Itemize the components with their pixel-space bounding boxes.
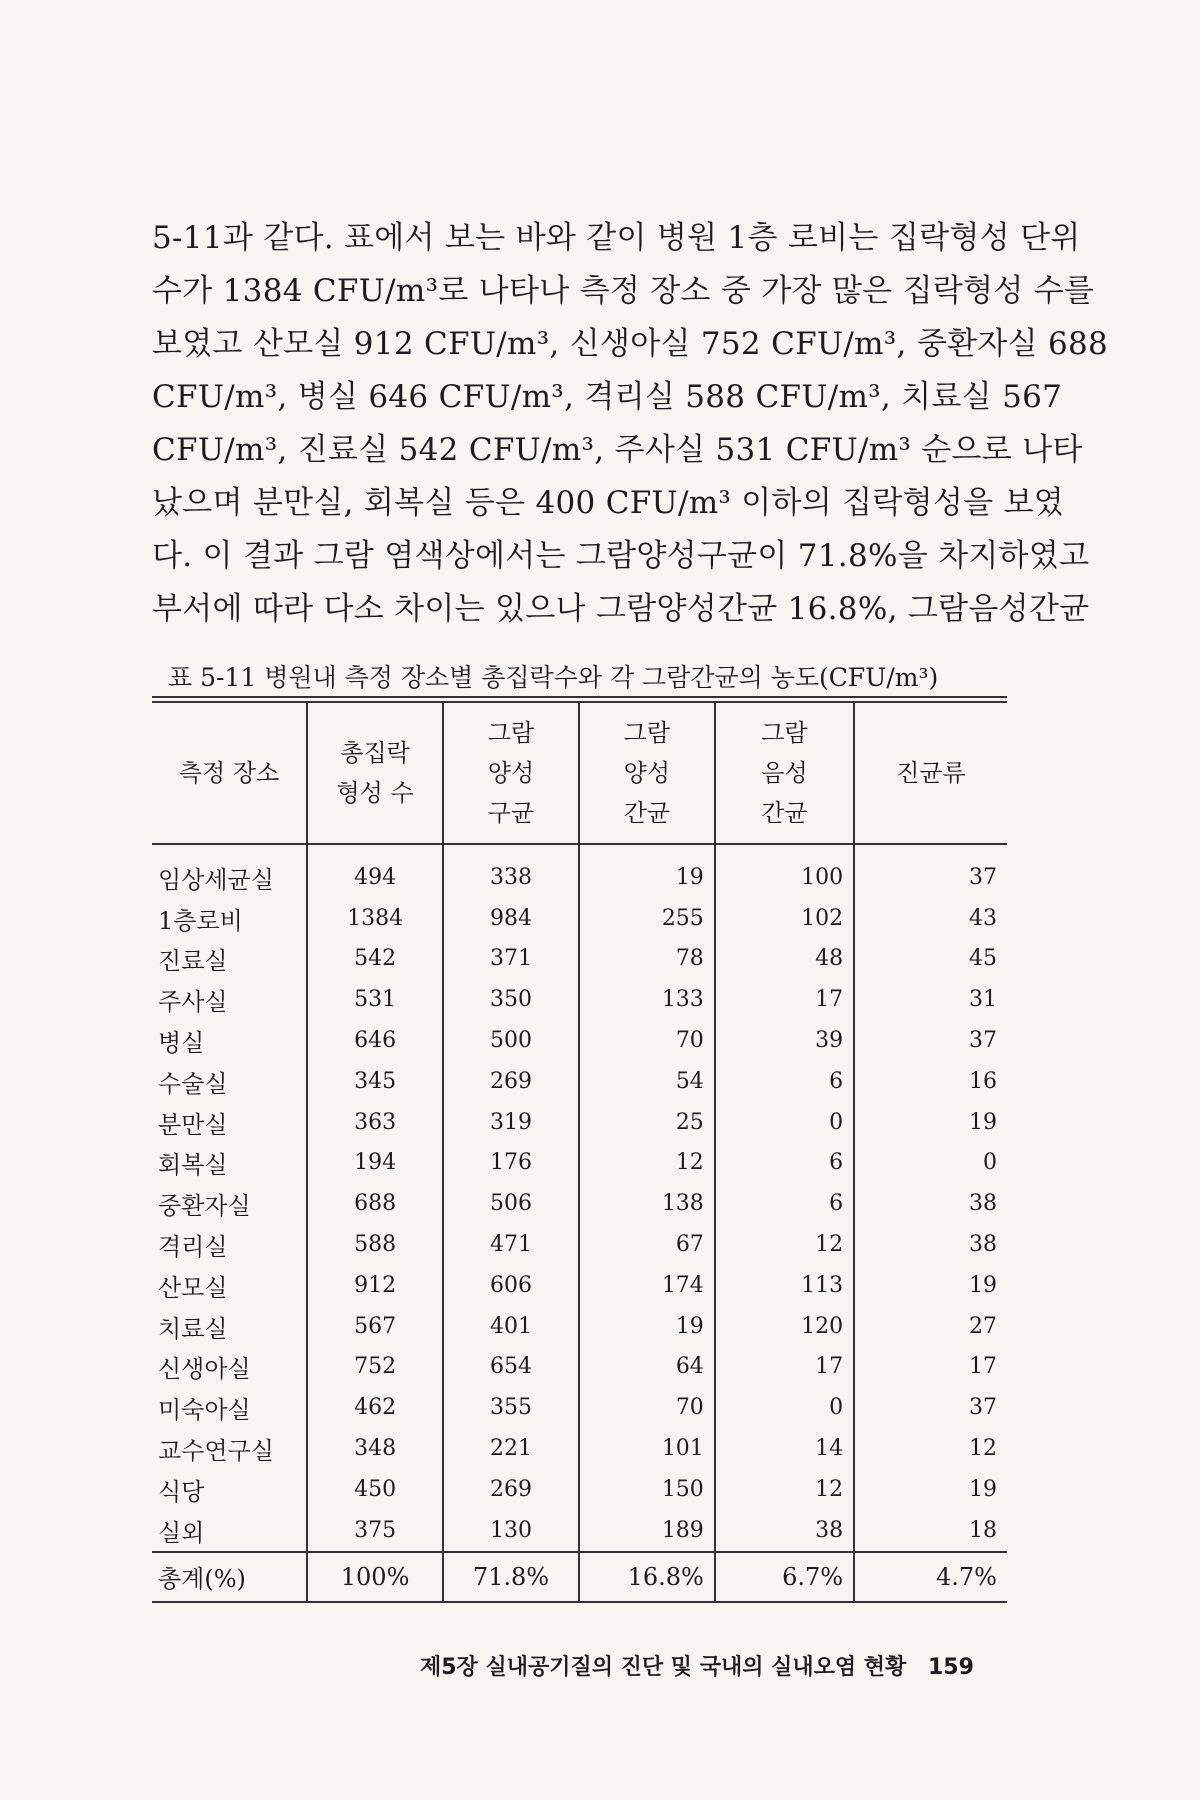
- location-cell: 진료실: [158, 947, 228, 976]
- value-cell: 130: [443, 1510, 579, 1552]
- value-cell: 348: [307, 1428, 443, 1469]
- value-cell: 43: [854, 898, 1007, 939]
- value-cell: 38: [854, 1183, 1007, 1224]
- value-cell: 12: [579, 1143, 715, 1184]
- column-header: 그람 음성 간균: [715, 703, 854, 844]
- table-row: [152, 1387, 1007, 1428]
- value-cell: 19: [854, 1265, 1007, 1306]
- value-cell: 606: [443, 1265, 579, 1306]
- value-cell: 500: [443, 1020, 579, 1061]
- table-row: [152, 1224, 1007, 1265]
- table-row: [152, 1265, 1007, 1306]
- value-cell: 150: [579, 1469, 715, 1510]
- chapter-title: 제5장 실내공기질의 진단 및 국내의 실내오염 현황: [420, 1655, 907, 1680]
- value-cell: 221: [443, 1428, 579, 1469]
- value-cell: 37: [854, 844, 1007, 898]
- table-row: [152, 939, 1007, 980]
- value-cell: 269: [443, 1061, 579, 1102]
- value-cell: 133: [579, 979, 715, 1020]
- table-header-row: [152, 703, 1007, 844]
- value-cell: 6: [715, 1183, 854, 1224]
- value-cell: 912: [307, 1265, 443, 1306]
- value-cell: 688: [307, 1183, 443, 1224]
- value-cell: 12: [715, 1224, 854, 1265]
- value-cell: 189: [579, 1510, 715, 1552]
- value-cell: 345: [307, 1061, 443, 1102]
- value-cell: 25: [579, 1102, 715, 1143]
- value-cell: 371: [443, 939, 579, 980]
- value-cell: 255: [579, 898, 715, 939]
- value-cell: 39: [715, 1020, 854, 1061]
- total-value-cell: 71.8%: [443, 1552, 579, 1602]
- location-cell: 수술실: [158, 1069, 228, 1098]
- location-cell: 주사실: [158, 988, 228, 1017]
- value-cell: 38: [715, 1510, 854, 1552]
- total-value-cell: 16.8%: [579, 1552, 715, 1602]
- value-cell: 45: [854, 939, 1007, 980]
- value-cell: 363: [307, 1102, 443, 1143]
- data-table-container: [152, 696, 1007, 1603]
- table-row: [152, 1469, 1007, 1510]
- value-cell: 1384: [307, 898, 443, 939]
- value-cell: 269: [443, 1469, 579, 1510]
- value-cell: 19: [579, 1306, 715, 1347]
- paragraph-line: CFU/m³, 진료실 542 CFU/m³, 주사실 531 CFU/m³ 순으로 나타: [152, 432, 1083, 468]
- value-cell: 319: [443, 1102, 579, 1143]
- value-cell: 19: [579, 844, 715, 898]
- value-cell: 531: [307, 979, 443, 1020]
- table-row: [152, 1020, 1007, 1061]
- value-cell: 0: [715, 1387, 854, 1428]
- location-cell: 미숙아실: [158, 1396, 251, 1425]
- value-cell: 506: [443, 1183, 579, 1224]
- value-cell: 38: [854, 1224, 1007, 1265]
- paragraph-line: 다. 이 결과 그람 염색상에서는 그람양성구균이 71.8%을 차지하였고: [152, 538, 1090, 574]
- value-cell: 588: [307, 1224, 443, 1265]
- location-cell: 식당: [158, 1477, 205, 1506]
- table-row: [152, 1306, 1007, 1347]
- location-cell: 실외: [158, 1518, 205, 1547]
- value-cell: 355: [443, 1387, 579, 1428]
- value-cell: 120: [715, 1306, 854, 1347]
- value-cell: 471: [443, 1224, 579, 1265]
- location-cell: 임상세균실: [158, 865, 274, 894]
- table-row: [152, 1183, 1007, 1224]
- value-cell: 78: [579, 939, 715, 980]
- paragraph-line: 부서에 따라 다소 차이는 있으나 그람양성간균 16.8%, 그람음성간균: [152, 591, 1090, 627]
- value-cell: 17: [715, 979, 854, 1020]
- value-cell: 64: [579, 1347, 715, 1388]
- table-row: [152, 979, 1007, 1020]
- paragraph-line: 났으며 분만실, 회복실 등은 400 CFU/m³ 이하의 집락형성을 보였: [152, 485, 1065, 521]
- table-top-rule: [152, 696, 1007, 698]
- value-cell: 54: [579, 1061, 715, 1102]
- paragraph-line: 수가 1384 CFU/m³로 나타나 측정 장소 중 가장 많은 집락형성 수를: [152, 273, 1095, 309]
- table-body: [152, 844, 1007, 1552]
- value-cell: 654: [443, 1347, 579, 1388]
- table-row: [152, 898, 1007, 939]
- value-cell: 375: [307, 1510, 443, 1552]
- table-caption: 표 5-11 병원내 측정 장소별 총집락수와 각 그람간균의 농도(CFU/m³): [168, 663, 939, 692]
- value-cell: 102: [715, 898, 854, 939]
- value-cell: 101: [579, 1428, 715, 1469]
- table-row: [152, 1102, 1007, 1143]
- table-row: [152, 844, 1007, 898]
- value-cell: 100: [715, 844, 854, 898]
- value-cell: 494: [307, 844, 443, 898]
- location-cell: 분만실: [158, 1110, 228, 1139]
- value-cell: 138: [579, 1183, 715, 1224]
- value-cell: 542: [307, 939, 443, 980]
- value-cell: 350: [443, 979, 579, 1020]
- table-row: [152, 1143, 1007, 1184]
- value-cell: 27: [854, 1306, 1007, 1347]
- column-header: 그람 양성 간균: [579, 703, 715, 844]
- location-cell: 회복실: [158, 1151, 228, 1180]
- total-value-cell: 6.7%: [715, 1552, 854, 1602]
- value-cell: 752: [307, 1347, 443, 1388]
- table-total-row: [152, 1552, 1007, 1602]
- value-cell: 14: [715, 1428, 854, 1469]
- total-value-cell: 100%: [307, 1552, 443, 1602]
- value-cell: 6: [715, 1061, 854, 1102]
- value-cell: 338: [443, 844, 579, 898]
- value-cell: 12: [715, 1469, 854, 1510]
- value-cell: 984: [443, 898, 579, 939]
- value-cell: 18: [854, 1510, 1007, 1552]
- value-cell: 12: [854, 1428, 1007, 1469]
- table-row: [152, 1510, 1007, 1552]
- value-cell: 19: [854, 1469, 1007, 1510]
- location-cell: 교수연구실: [158, 1437, 274, 1466]
- total-value-cell: 4.7%: [854, 1552, 1007, 1602]
- value-cell: 113: [715, 1265, 854, 1306]
- location-cell: 치료실: [158, 1314, 228, 1343]
- value-cell: 646: [307, 1020, 443, 1061]
- value-cell: 176: [443, 1143, 579, 1184]
- paragraph-line: 5-11과 같다. 표에서 보는 바와 같이 병원 1층 로비는 집락형성 단위: [152, 220, 1081, 256]
- paragraph-line: CFU/m³, 병실 646 CFU/m³, 격리실 588 CFU/m³, 치료실 567: [152, 379, 1063, 415]
- value-cell: 67: [579, 1224, 715, 1265]
- value-cell: 567: [307, 1306, 443, 1347]
- body-paragraph: [152, 212, 1109, 636]
- location-cell: 1층로비: [158, 906, 243, 935]
- value-cell: 174: [579, 1265, 715, 1306]
- table-row: [152, 1428, 1007, 1469]
- value-cell: 0: [715, 1102, 854, 1143]
- location-cell: 중환자실: [158, 1192, 251, 1221]
- column-header: 진균류: [854, 703, 1007, 844]
- column-header: 그람 양성 구균: [443, 703, 579, 844]
- location-cell: 산모실: [158, 1273, 228, 1302]
- value-cell: 401: [443, 1306, 579, 1347]
- location-cell: 격리실: [158, 1233, 228, 1262]
- value-cell: 16: [854, 1061, 1007, 1102]
- value-cell: 194: [307, 1143, 443, 1184]
- value-cell: 6: [715, 1143, 854, 1184]
- data-table: [152, 703, 1007, 1603]
- location-cell: 신생아실: [158, 1355, 251, 1384]
- page-footer: [420, 1650, 974, 1681]
- column-header: 측정 장소: [152, 703, 307, 844]
- value-cell: 19: [854, 1102, 1007, 1143]
- paragraph-line: 보였고 산모실 912 CFU/m³, 신생아실 752 CFU/m³, 중환자실 688: [152, 326, 1109, 362]
- value-cell: 462: [307, 1387, 443, 1428]
- value-cell: 450: [307, 1469, 443, 1510]
- page-number: 159: [927, 1655, 974, 1680]
- total-label-cell: 총계(%): [152, 1552, 307, 1602]
- table-row: [152, 1061, 1007, 1102]
- location-cell: 병실: [158, 1029, 205, 1058]
- value-cell: 37: [854, 1020, 1007, 1061]
- value-cell: 37: [854, 1387, 1007, 1428]
- value-cell: 17: [854, 1347, 1007, 1388]
- value-cell: 31: [854, 979, 1007, 1020]
- value-cell: 0: [854, 1143, 1007, 1184]
- value-cell: 70: [579, 1020, 715, 1061]
- value-cell: 70: [579, 1387, 715, 1428]
- column-header: 총집락 형성 수: [307, 703, 443, 844]
- table-row: [152, 1347, 1007, 1388]
- value-cell: 48: [715, 939, 854, 980]
- value-cell: 17: [715, 1347, 854, 1388]
